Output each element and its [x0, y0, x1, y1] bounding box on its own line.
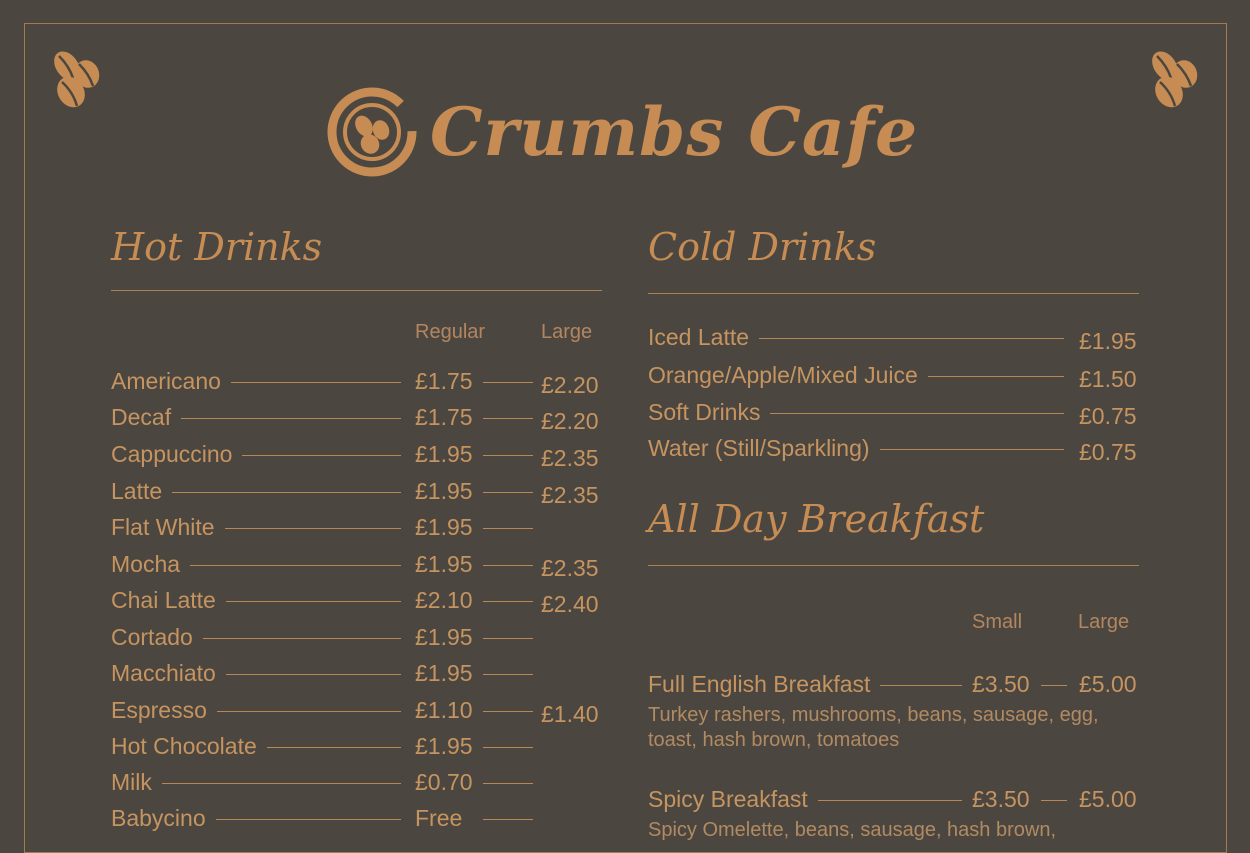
leader-line: [928, 376, 1064, 377]
regular-price: £0.70: [415, 769, 473, 795]
hot-drink-row: [111, 478, 602, 508]
regular-price: £1.75: [415, 404, 473, 430]
leader-line: [770, 413, 1064, 414]
leader-line: [226, 674, 401, 675]
hot-drink-row: [111, 514, 602, 544]
leader-line: [483, 528, 533, 529]
regular-price: £1.95: [415, 624, 473, 650]
coffee-beans-icon: [1143, 46, 1205, 112]
cold-drink-row: [648, 435, 1139, 465]
hot-drink-row: [111, 733, 602, 763]
coffee-cup-logo-icon: [326, 86, 418, 178]
leader-line: [483, 638, 533, 639]
drink-name: Latte: [111, 478, 163, 504]
leader-line: [231, 382, 401, 383]
leader-line: [483, 601, 533, 602]
leader-line: [1041, 685, 1067, 686]
drink-name: Iced Latte: [648, 324, 750, 350]
regular-price: £2.10: [415, 587, 473, 613]
drink-name: Mocha: [111, 551, 181, 577]
breakfast-row: [648, 786, 1139, 816]
large-price: £2.20: [541, 408, 599, 434]
leader-line: [172, 492, 401, 493]
regular-price: £1.10: [415, 697, 473, 723]
drink-name: Orange/Apple/Mixed Juice: [648, 362, 918, 388]
leader-line: [483, 674, 533, 675]
leader-line: [217, 711, 401, 712]
cold-drinks-title: Cold Drinks: [648, 225, 877, 269]
leader-line: [483, 783, 533, 784]
hot-drink-row: [111, 660, 602, 690]
regular-price: £1.95: [415, 478, 473, 504]
large-column-header: Large: [541, 321, 593, 343]
small-price: £3.50: [972, 671, 1030, 697]
hot-drink-row: [111, 441, 602, 471]
large-price: £2.35: [541, 555, 599, 581]
cafe-header: [326, 84, 918, 179]
cold-drink-row: [648, 399, 1139, 429]
leader-line: [483, 418, 533, 419]
regular-column-header: Regular: [415, 321, 486, 343]
hot-drink-row: [111, 805, 602, 835]
hot-drink-row: [111, 769, 602, 799]
cold-drinks-divider: [648, 293, 1139, 294]
leader-line: [216, 819, 401, 820]
hot-drink-row: [111, 587, 602, 617]
breakfast-description: Spicy Omelette, beans, sausage, hash brown,: [648, 819, 1057, 841]
breakfast-title: All Day Breakfast: [648, 497, 985, 541]
leader-line: [483, 819, 533, 820]
drink-name: Babycino: [111, 805, 206, 831]
price: £1.50: [1079, 366, 1137, 392]
drink-name: Hot Chocolate: [111, 733, 257, 759]
regular-price: £1.95: [415, 514, 473, 540]
leader-line: [225, 528, 401, 529]
breakfast-row: [648, 671, 1139, 701]
coffee-beans-icon: [45, 46, 107, 112]
leader-line: [226, 601, 401, 602]
leader-line: [267, 747, 401, 748]
leader-line: [759, 338, 1064, 339]
cafe-name: Crumbs Cafe: [430, 92, 919, 171]
price: £1.95: [1079, 328, 1137, 354]
breakfast-divider: [648, 565, 1139, 566]
regular-price: £1.95: [415, 441, 473, 467]
cold-drink-row: [648, 324, 1139, 354]
leader-line: [181, 418, 401, 419]
drink-name: Cappuccino: [111, 441, 233, 467]
regular-price: £1.95: [415, 551, 473, 577]
drink-name: Milk: [111, 769, 152, 795]
leader-line: [190, 565, 401, 566]
hot-drink-row: [111, 697, 602, 727]
leader-line: [203, 638, 401, 639]
regular-price: £1.95: [415, 660, 473, 686]
breakfast-name: Spicy Breakfast: [648, 786, 808, 812]
drink-name: Espresso: [111, 697, 207, 723]
regular-price: £1.75: [415, 368, 473, 394]
small-price: £3.50: [972, 786, 1030, 812]
leader-line: [880, 685, 962, 686]
hot-drink-row: [111, 404, 602, 434]
leader-line: [162, 783, 401, 784]
large-price: £5.00: [1079, 786, 1137, 812]
large-price: £1.40: [541, 701, 599, 727]
leader-line: [483, 492, 533, 493]
leader-line: [483, 455, 533, 456]
drink-name: Chai Latte: [111, 587, 216, 613]
drink-name: Flat White: [111, 514, 215, 540]
small-column-header: Small: [972, 611, 1023, 633]
leader-line: [880, 449, 1064, 450]
large-price: £2.35: [541, 445, 599, 471]
leader-line: [483, 382, 533, 383]
breakfast-name: Full English Breakfast: [648, 671, 871, 697]
price: £0.75: [1079, 439, 1137, 465]
price: £0.75: [1079, 403, 1137, 429]
hot-drink-row: [111, 624, 602, 654]
drink-name: Macchiato: [111, 660, 216, 686]
leader-line: [1041, 800, 1067, 801]
breakfast-large-column-header: Large: [1078, 611, 1130, 633]
large-price: £5.00: [1079, 671, 1137, 697]
drink-name: Americano: [111, 368, 221, 394]
breakfast-description: Turkey rashers, mushrooms, beans, sausage, egg, toast, hash brown, tomatoes: [648, 704, 1099, 751]
large-price: £2.40: [541, 591, 599, 617]
regular-price: Free: [415, 805, 463, 831]
large-price: £2.20: [541, 372, 599, 398]
leader-line: [483, 711, 533, 712]
cold-drink-row: [648, 362, 1139, 392]
drink-name: Cortado: [111, 624, 193, 650]
leader-line: [483, 747, 533, 748]
hot-drink-row: [111, 368, 602, 398]
hot-drink-row: [111, 551, 602, 581]
drink-name: Water (Still/Sparkling): [648, 435, 870, 461]
large-price: £2.35: [541, 482, 599, 508]
regular-price: £1.95: [415, 733, 473, 759]
hot-drinks-title: Hot Drinks: [111, 225, 323, 269]
drink-name: Soft Drinks: [648, 399, 761, 425]
leader-line: [483, 565, 533, 566]
hot-drinks-divider: [111, 290, 602, 291]
leader-line: [818, 800, 962, 801]
leader-line: [242, 455, 401, 456]
drink-name: Decaf: [111, 404, 172, 430]
